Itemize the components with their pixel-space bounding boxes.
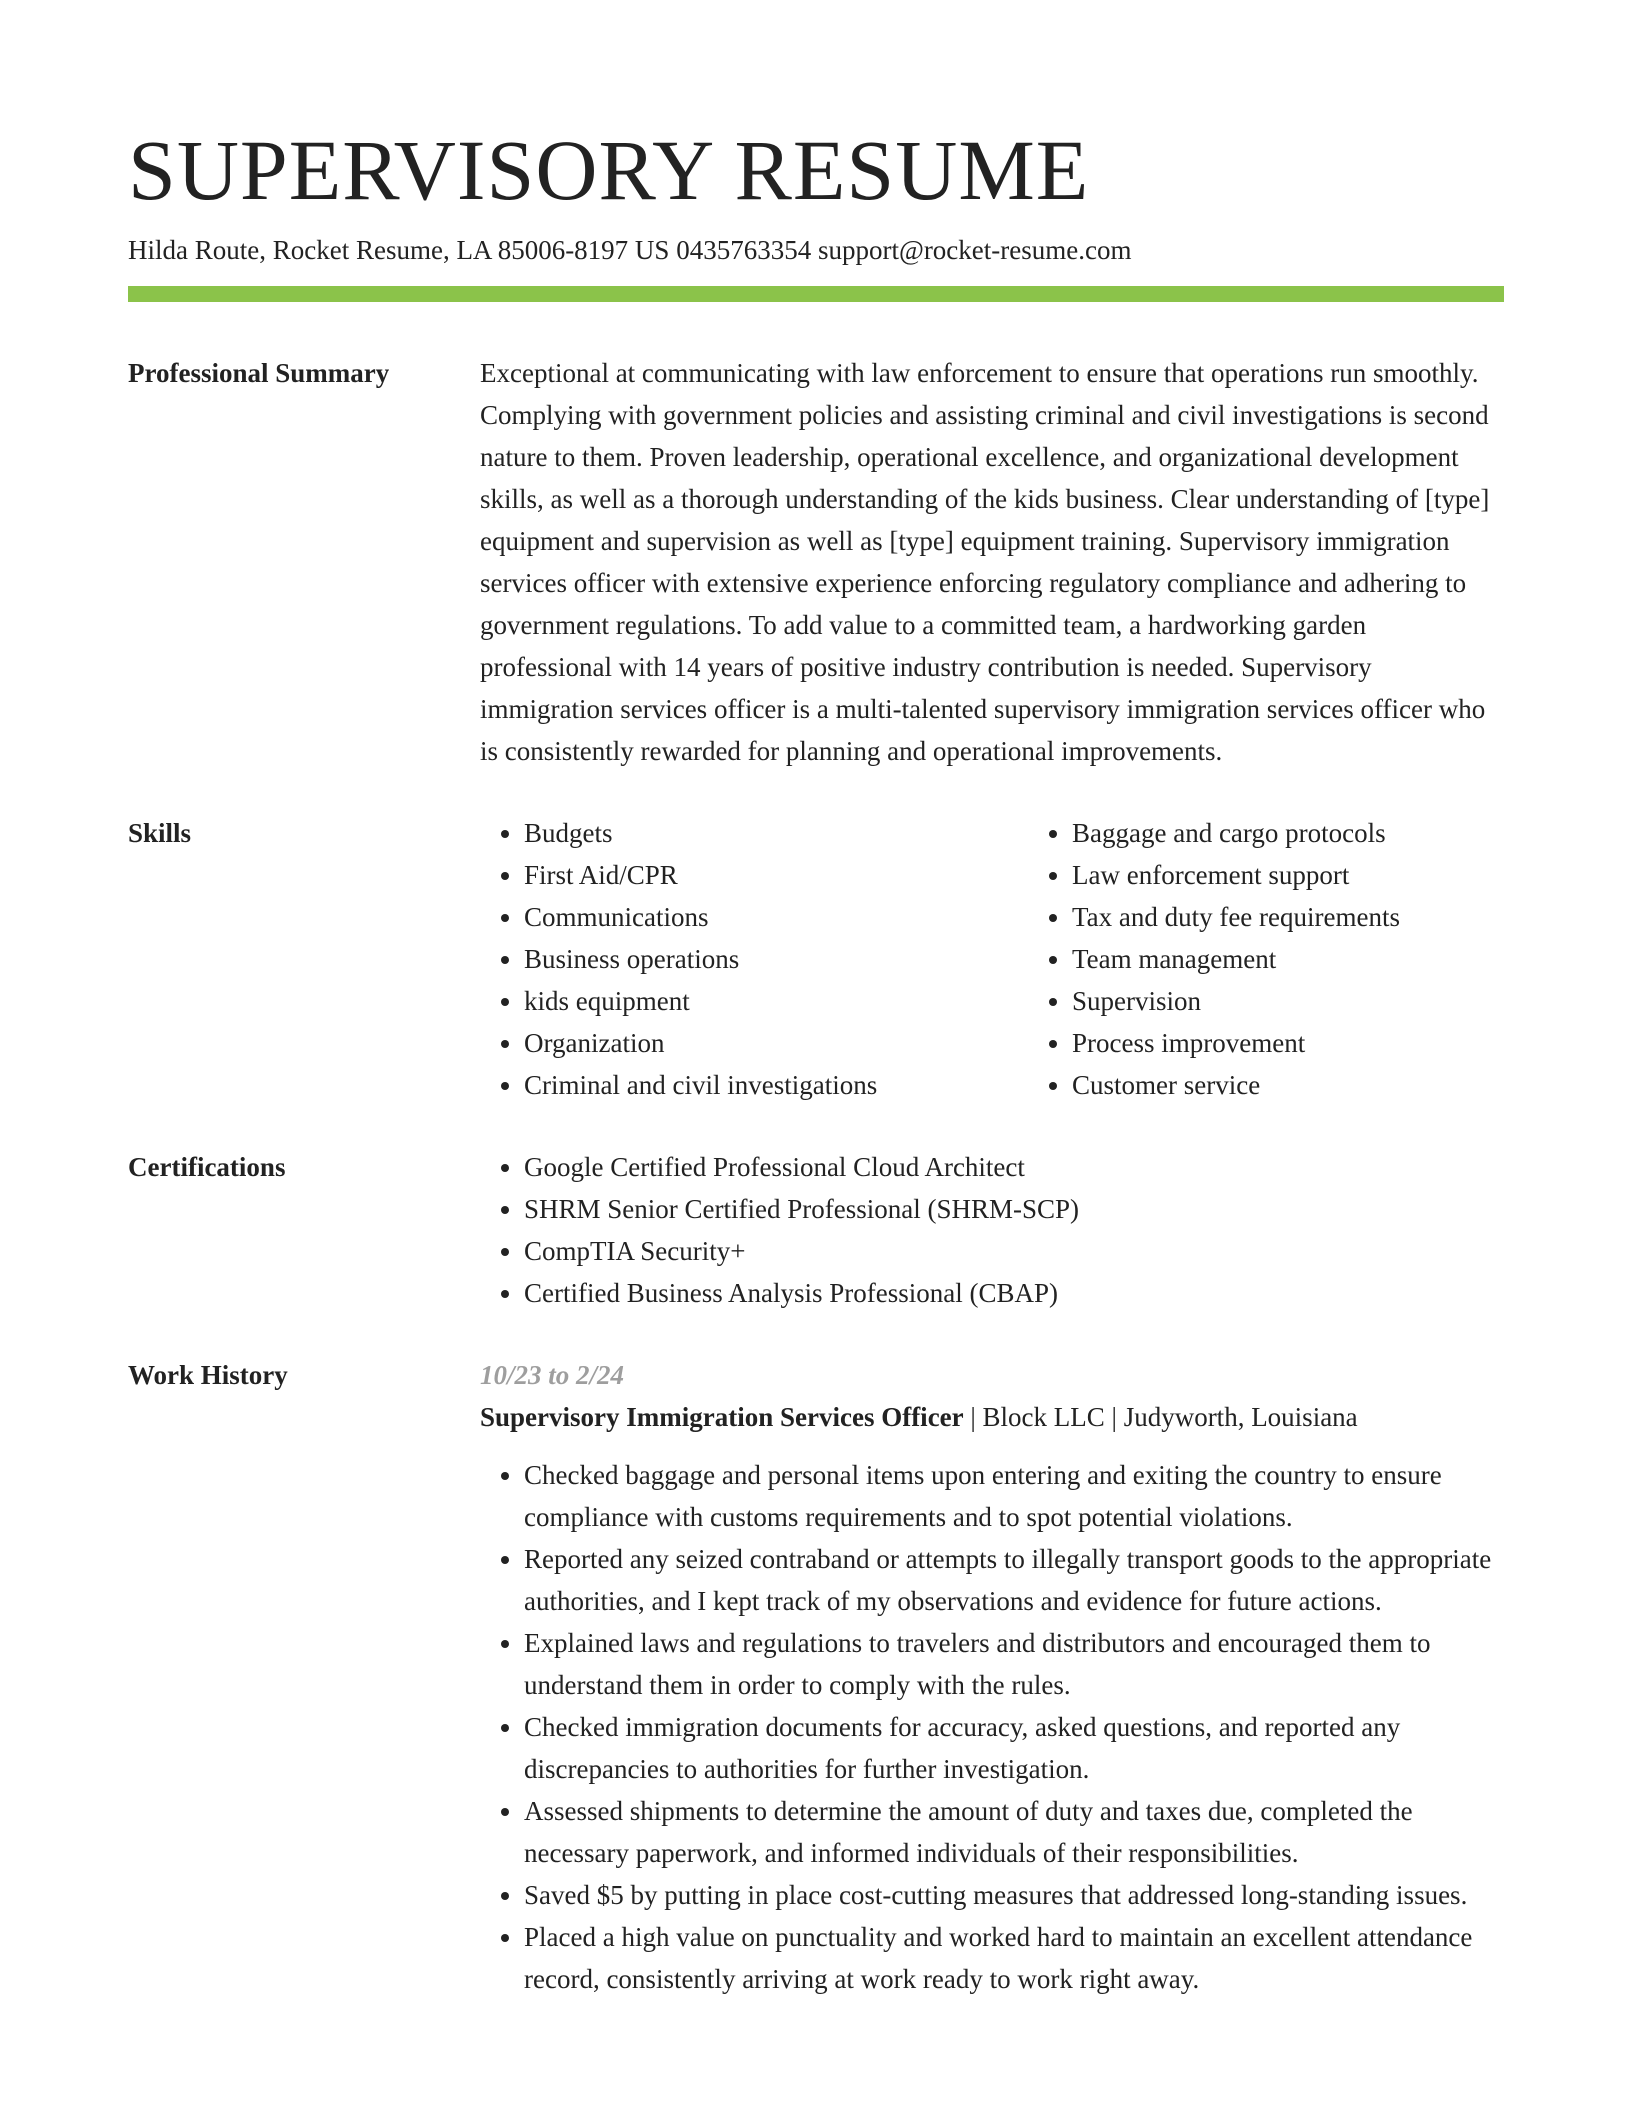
skill-item: • kids equipment <box>524 980 1028 1022</box>
certifications-list <box>480 1146 1504 1314</box>
skill-item: • Communications <box>524 896 1028 938</box>
work-history-content <box>480 1354 1504 2000</box>
summary-section <box>128 352 1504 772</box>
job-duty-item: • Assessed shipments to determine the amount of duty and taxes due, completed the necessary paperwork, and informed individuals of their responsibilities. <box>524 1790 1504 1874</box>
resume-title: SUPERVISORY RESUME <box>128 122 1090 218</box>
job-heading <box>480 1396 1504 1438</box>
certifications-section <box>128 1146 1504 1314</box>
skill-item: • First Aid/CPR <box>524 854 1028 896</box>
section-label-summary: Professional Summary <box>128 358 390 388</box>
skills-section <box>128 812 1504 1106</box>
job-duty-item: • Checked baggage and personal items upon entering and exiting the country to ensure compliance with customs requirements and to spot potential violations. <box>524 1454 1504 1538</box>
certification-item: • Certified Business Analysis Professional (CBAP) <box>524 1272 1504 1314</box>
job-title: Supervisory Immigration Services Officer <box>480 1402 964 1432</box>
certification-item: • Google Certified Professional Cloud Architect <box>524 1146 1504 1188</box>
job-duty-item: • Explained laws and regulations to travelers and distributors and encouraged them to understand them in order to comply with the rules. <box>524 1622 1504 1706</box>
job-duties-list <box>480 1454 1504 2000</box>
skill-item: • Customer service <box>1072 1064 1576 1106</box>
accent-divider <box>128 286 1504 302</box>
skill-item: • Tax and duty fee requirements <box>1072 896 1576 938</box>
skill-item: • Business operations <box>524 938 1028 980</box>
skill-item: • Budgets <box>524 812 1028 854</box>
skills-content <box>480 812 1576 1106</box>
skill-item: • Supervision <box>1072 980 1576 1022</box>
section-label-certifications: Certifications <box>128 1152 286 1182</box>
contact-line: Hilda Route, Rocket Resume, LA 85006-8197 US 0435763354 support@rocket-resume.com <box>128 235 1132 265</box>
job-date-range: 10/23 to 2/24 <box>480 1360 625 1390</box>
work-history-section <box>128 1354 1504 2000</box>
section-label-work-history: Work History <box>128 1360 288 1390</box>
summary-content <box>480 352 1504 772</box>
certification-item: • SHRM Senior Certified Professional (SHRM-SCP) <box>524 1188 1504 1230</box>
skills-list-left <box>480 812 1028 1106</box>
section-label-skills: Skills <box>128 818 192 848</box>
skills-list-right <box>1028 812 1576 1106</box>
job-duty-item: • Placed a high value on punctuality and worked hard to maintain an excellent attendance record, consistently arriving at work ready to work right away. <box>524 1916 1504 2000</box>
job-duty-item: • Saved $5 by putting in place cost-cutting measures that addressed long-standing issues. <box>524 1874 1504 1916</box>
skill-item: • Criminal and civil investigations <box>524 1064 1028 1106</box>
job-employer-location: | Block LLC | Judyworth, Louisiana <box>963 1402 1358 1432</box>
certifications-content <box>480 1146 1504 1314</box>
skill-item: • Baggage and cargo protocols <box>1072 812 1576 854</box>
job-duty-item: • Reported any seized contraband or attempts to illegally transport goods to the appropriate authorities, and I kept track of my observations and evidence for future actions. <box>524 1538 1504 1622</box>
skill-item: • Organization <box>524 1022 1028 1064</box>
summary-text: Exceptional at communicating with law enforcement to ensure that operations run smoothly. Complying with government policies and assisting criminal and civil investigations is second nature to them. Proven leadership, operational excellence, and organizational development skills, as well as a thorough understanding of the kids business. Clear understanding of [type] equipment and supervision as well as [type] equipment training. Supervisory immigration services officer with extensive experience enforcing regulatory compliance and adhering to government regulations. To add value to a committed team, a hardworking garden professional with 14 years of positive industry contribution is needed. Supervisory immigration services officer is a multi-talented supervisory immigration services officer who is consistently rewarded for planning and operational improvements. <box>480 358 1490 766</box>
skill-item: • Process improvement <box>1072 1022 1576 1064</box>
skill-item: • Law enforcement support <box>1072 854 1576 896</box>
job-duty-item: • Checked immigration documents for accuracy, asked questions, and reported any discrepancies to authorities for further investigation. <box>524 1706 1504 1790</box>
certification-item: • CompTIA Security+ <box>524 1230 1504 1272</box>
skill-item: • Team management <box>1072 938 1576 980</box>
